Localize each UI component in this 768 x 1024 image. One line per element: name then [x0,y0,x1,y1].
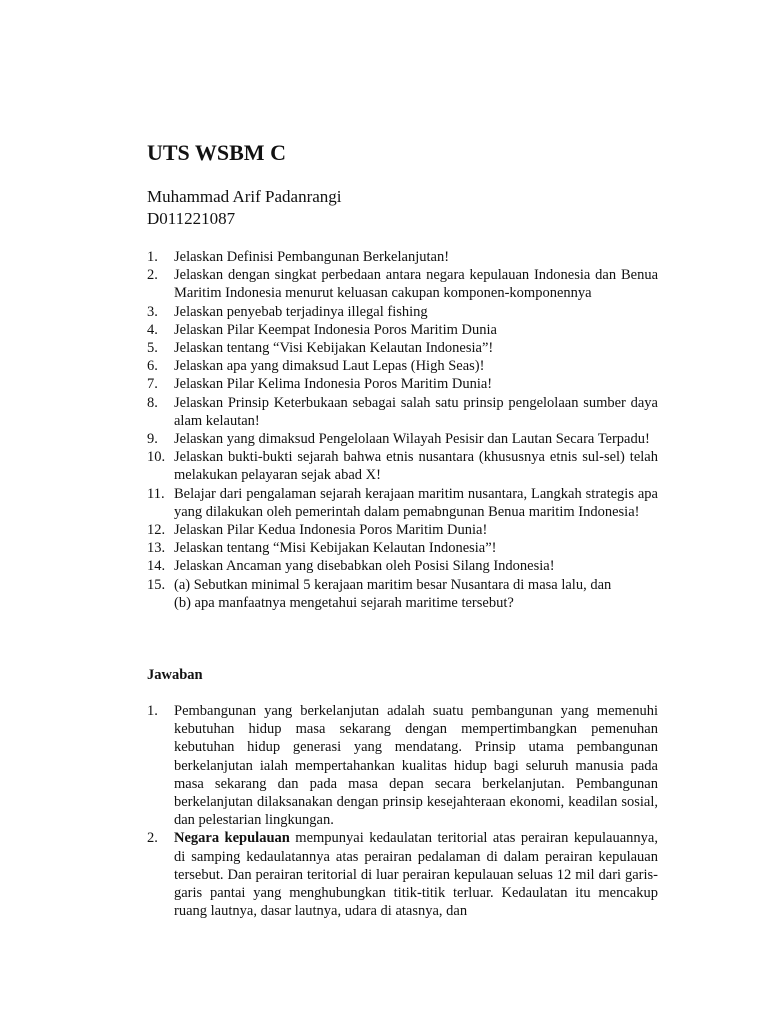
question-number: 2. [147,267,158,284]
answer-item-1 [147,702,658,829]
question-number: 6. [147,358,158,375]
question-number: 5. [147,340,158,357]
question-text: Jelaskan Pilar Kedua Indonesia Poros Maritim Dunia! [174,522,488,539]
student-id: D011221087 [147,209,236,228]
question-number: 15. [147,576,166,593]
question-item-4 [147,321,658,339]
question-text: Jelaskan apa yang dimaksud Laut Lepas (High Seas)! [174,358,485,375]
question-text: Jelaskan tentang “Misi Kebijakan Kelautan Indonesia”! [174,540,497,557]
answer-item-2 [147,829,658,920]
question-item-3 [147,303,658,321]
question-item-9 [147,430,658,448]
question-item-13 [147,539,658,557]
question-item-8 [147,394,658,430]
question-number: 4. [147,321,158,338]
question-number: 3. [147,303,158,320]
question-text: Jelaskan penyebab terjadinya illegal fishing [174,303,428,320]
question-number: 7. [147,376,158,393]
question-text: (a) Sebutkan minimal 5 kerajaan maritim besar Nusantara di masa lalu, dan (b) apa manfaatnya mengetahui sejarah maritime tersebut? [174,576,612,611]
question-item-5 [147,339,658,357]
answer-body: mempunyai kedaulatan teritorial atas perairan kepulauannya, di samping kedaulatannya atas perairan pedalaman di dalam perairan kepulauan tersebut. Dan perairan teritorial di luar perairan kepulauan seluas 12 mil dari garis-garis pantai yang menghubungkan titik-titik terluar. Kedaulatan itu mencakup ruang lautnya, dasar lautnya, udara di atasnya, dan [174,830,658,920]
answer-lead: Negara kepulauan [174,830,290,847]
answer-text [174,702,658,829]
question-text: Jelaskan bukti-bukti sejarah bahwa etnis nusantara (khususnya etnis sul-sel) telah melakukan pelayaran sejak abad X! [174,449,658,484]
question-text: Jelaskan Pilar Keempat Indonesia Poros Maritim Dunia [174,321,497,338]
answers-heading: Jawaban [147,667,203,683]
answer-list [147,702,658,920]
question-number: 11. [147,485,165,502]
question-number: 8. [147,394,158,411]
answer-text [174,829,658,920]
document-title: UTS WSBM C [147,140,286,165]
question-text: Belajar dari pengalaman sejarah kerajaan maritim nusantara, Langkah strategis apa yang dilakukan oleh pemerintah dalam pemabngunan Benua maritim Indonesia! [174,485,658,520]
question-text: Jelaskan tentang “Visi Kebijakan Kelautan Indonesia”! [174,340,494,357]
question-text: Jelaskan Pilar Kelima Indonesia Poros Maritim Dunia! [174,376,493,393]
question-number: 9. [147,431,158,448]
question-text: Jelaskan dengan singkat perbedaan antara negara kepulauan Indonesia dan Benua Maritim Indonesia menurut keluasan cakupan komponen-komponennya [174,267,658,302]
question-number: 1. [147,249,158,265]
question-item-10 [147,448,658,484]
author-name: Muhammad Arif Padanrangi [147,187,342,206]
author-block [147,186,342,230]
question-number: 12. [147,522,166,539]
question-text: Jelaskan yang dimaksud Pengelolaan Wilayah Pesisir dan Lautan Secara Terpadu! [174,431,650,448]
question-item-15 [147,576,658,612]
question-item-12 [147,521,658,539]
answer-number: 2. [147,830,158,847]
question-number: 10. [147,449,166,466]
question-text: Jelaskan Definisi Pembangunan Berkelanjutan! [174,249,450,265]
question-number: 14. [147,558,166,575]
question-item-7 [147,375,658,393]
question-text: Jelaskan Ancaman yang disebabkan oleh Posisi Silang Indonesia! [174,558,555,575]
question-item-1 [147,248,658,266]
question-text: Jelaskan Prinsip Keterbukaan sebagai salah satu prinsip pengelolaan sumber daya alam kelautan! [174,394,658,429]
answer-number: 1. [147,703,158,719]
question-item-2 [147,266,658,302]
question-list [147,248,658,612]
answer-body: Pembangunan yang berkelanjutan adalah suatu pembangunan yang memenuhi kebutuhan hidup masa sekarang dengan mempertimbangkan pemenuhan kebutuhan hidup generasi yang mendatang. Prinsip utama pembangunan berkelanjutan ialah mempertahankan kualitas hidup bagi seluruh manusia pada masa sekarang dan pada masa depan secara berkelanjutan. Pembangunan berkelanjutan dilaksanakan dengan prinsip kesejahteraan ekonomi, keadilan sosial, dan pelestarian lingkungan. [174,703,658,829]
question-item-11 [147,485,658,521]
question-item-6 [147,357,658,375]
question-item-14 [147,557,658,575]
question-number: 13. [147,540,166,557]
